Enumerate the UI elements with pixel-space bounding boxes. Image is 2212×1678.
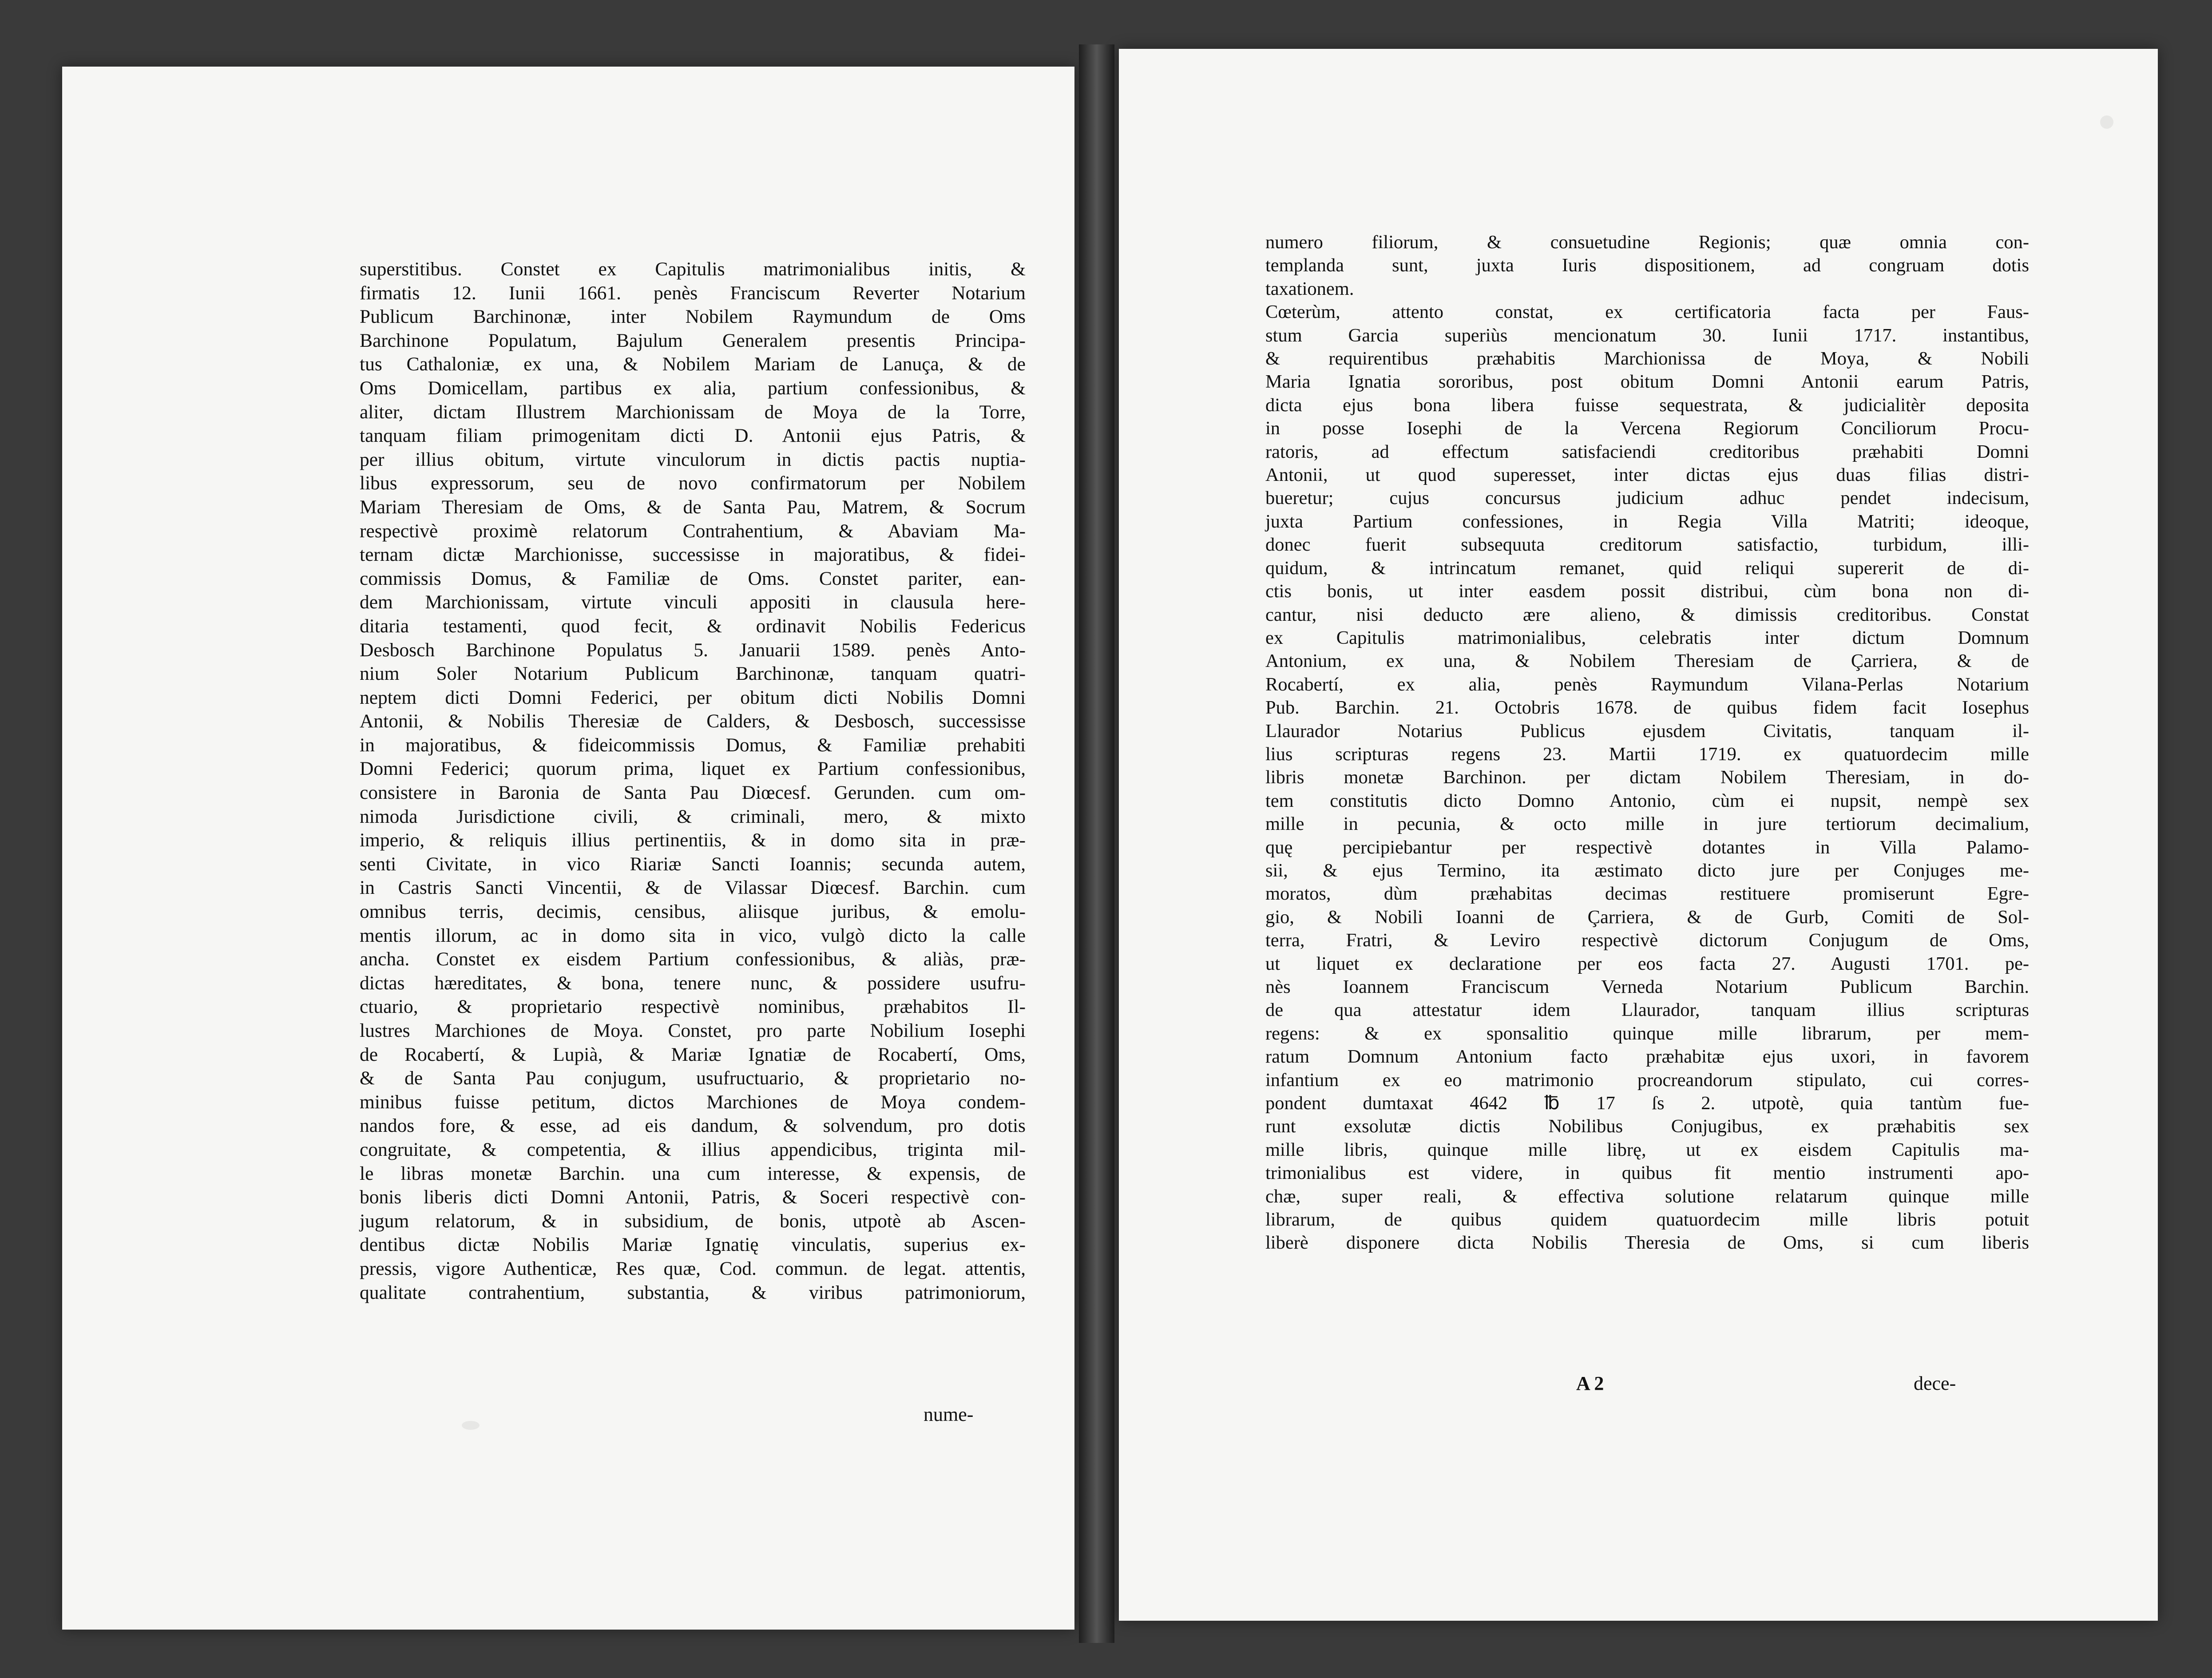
text-line: bonis liberis dicti Domni Antonii, Patris, & Soceri respectivè con- [360, 1186, 1026, 1208]
text-line: regens: & ex sponsalitio quinque mille librarum, per mem- [1265, 1023, 2029, 1044]
text-line: Mariam Theresiam de Oms, & de Santa Pau, Matrem, & Socrum [360, 496, 1026, 518]
text-line: libris monetæ Barchinon. per dictam Nobilem Theresiam, in do- [1265, 767, 2029, 788]
text-line: consistere in Baronia de Santa Pau Diœcesf. Gerunden. cum om- [360, 782, 1026, 804]
signature-mark: A 2 [1576, 1373, 1604, 1394]
text-line: de Rocabertí, & Lupià, & Mariæ Ignatiæ de Rocabertí, Oms, [360, 1043, 1026, 1065]
text-line: terra, Fratri, & Leviro respectivè dictorum Conjugum de Oms, [1265, 930, 2029, 951]
right-page [1119, 49, 2158, 1621]
text-line: mille libris, quinque mille librę, ut ex eisdem Capitulis ma- [1265, 1139, 2029, 1160]
text-line: bueretur; cujus concursus judicium adhuc pendet indecisum, [1265, 488, 2029, 509]
text-line: sii, & ejus Termino, ita æstimato dicto jure per Conjuges me- [1265, 860, 2029, 881]
text-line: le libras monetæ Barchin. una cum interesse, & expensis, de [360, 1162, 1026, 1184]
text-line: ex Capitulis matrimonialibus, celebratis inter dictum Domnum [1265, 627, 2029, 648]
text-line: senti Civitate, in vico Riariæ Sancti Ioannis; secunda autem, [360, 853, 1026, 875]
text-line: & requirentibus præhabitis Marchionissa de Moya, & Nobili [1265, 348, 2029, 369]
text-line: Llaurador Notarius Publicus ejusdem Civitatis, tanquam il- [1265, 720, 2029, 742]
left-page-text [360, 258, 1026, 1305]
text-line: dicta ejus bona libera fuisse sequestrata, & judicialitèr deposita [1265, 394, 2029, 416]
text-line: Barchinone Populatum, Bajulum Generalem presentis Principa- [360, 329, 1026, 351]
left-page [62, 67, 1074, 1630]
text-line: taxationem. [1265, 278, 1354, 299]
text-line: tanquam filiam primogenitam dicti D. Antonii ejus Patris, & [360, 425, 1026, 447]
text-line: quę percipiebantur per respectivè dotantes in Villa Palamo- [1265, 837, 2029, 858]
text-line: ratum Domnum Antonium facto præhabitæ ejus uxori, in favorem [1265, 1046, 2029, 1067]
text-line: ctis bonis, ut inter easdem possit distribui, cùm bona non di- [1265, 581, 2029, 602]
text-line: quidum, & intrincatum remanet, quid reliqui supererit de di- [1265, 557, 2029, 579]
text-line: ditaria testamenti, quod fecit, & ordinavit Nobilis Federicus [360, 615, 1026, 637]
text-line: juxta Partium confessiones, in Regia Villa Matriti; ideoque, [1265, 511, 2029, 532]
text-line: Antonii, ut quod superesset, inter dictas ejus duas filias distri- [1265, 464, 2029, 486]
text-line: nium Soler Notarium Publicum Barchinonæ, tanquam quatri- [360, 663, 1026, 685]
text-line: qualitate contrahentium, substantia, & viribus patrimoniorum, [360, 1281, 1026, 1303]
text-line: ut liquet ex declaratione per eos facta 27. Augusti 1701. pe- [1265, 953, 2029, 974]
text-line: nimoda Jurisdictione civili, & criminali, mero, & mixto [360, 805, 1026, 827]
text-line: templanda sunt, juxta Iuris dispositionem, ad congruam dotis [1265, 255, 2029, 276]
text-line: runt exsolutæ dictis Nobilibus Conjugibus, ex præhabitis sex [1265, 1116, 2029, 1137]
text-line: Maria Ignatia sororibus, post obitum Domni Antonii earum Patris, [1265, 371, 2029, 393]
text-line: liberè disponere dicta Nobilis Theresia de Oms, si cum liberis [1265, 1232, 2029, 1254]
text-line: trimonialibus est videre, in quibus fit mentio instrumenti apo- [1265, 1162, 2029, 1184]
text-line: in majoratibus, & fideicommissis Domus, & Familiæ prehabiti [360, 734, 1026, 756]
text-line: tem constitutis dicto Domno Antonio, cùm ei nupsit, nempè sex [1265, 790, 2029, 811]
text-line: pondent dumtaxat 4642 ℔ 17 ſs 2. utpotè, quia tantùm fue- [1265, 1093, 2029, 1114]
text-line: gio, & Nobili Ioanni de Çarriera, & de Gurb, Comiti de Sol- [1265, 906, 2029, 928]
text-line: lustres Marchiones de Moya. Constet, pro parte Nobilium Iosephi [360, 1020, 1026, 1041]
text-line: neptem dicti Domni Federici, per obitum dicti Nobilis Domni [360, 686, 1026, 708]
text-line: minibus fuisse petitum, dictos Marchiones de Moya condem- [360, 1091, 1026, 1113]
text-line: pressis, vigore Authenticæ, Res quæ, Cod. commun. de legat. attentis, [360, 1258, 1026, 1279]
text-line: chæ, super reali, & effectiva solutione relatarum quinque mille [1265, 1186, 2029, 1207]
text-line: stum Garcia superiùs mencionatum 30. Iunii 1717. instantibus, [1265, 325, 2029, 346]
text-line: imperio, & reliquis illius pertinentiis, & in domo sita in præ- [360, 829, 1026, 851]
page-stain [2100, 115, 2113, 129]
text-line: dem Marchionissam, virtute vinculi appositi in clausula here- [360, 591, 1026, 613]
text-line: dictas hæreditates, & bona, tenere nunc, & possidere usufru- [360, 972, 1026, 994]
text-line: respectivè proximè relatorum Contrahentium, & Abaviam Ma- [360, 520, 1026, 542]
text-line: nandos fore, & esse, ad eis dandum, & solvendum, pro dotis [360, 1115, 1026, 1137]
book-gutter [1079, 44, 1114, 1643]
text-line: Desbosch Barchinone Populatus 5. Januarii 1589. penès Anto- [360, 639, 1026, 661]
text-line: tus Cathaloniæ, ex una, & Nobilem Mariam de Lanuça, & de [360, 353, 1026, 375]
text-line: de qua attestatur idem Llaurador, tanquam illius scripturas [1265, 1000, 2029, 1021]
text-line: Antonium, ex una, & Nobilem Theresiam de Çarriera, & de [1265, 651, 2029, 672]
left-catchword: nume- [924, 1404, 974, 1425]
text-line: firmatis 12. Iunii 1661. penès Franciscum Reverter Notarium [360, 282, 1026, 304]
text-line: superstitibus. Constet ex Capitulis matrimonialibus initis, & [360, 258, 1026, 280]
text-line: Rocabertí, ex alia, penès Raymundum Vilana-Perlas Notarium [1265, 674, 2029, 695]
text-line: Cœterùm, attento constat, ex certificatoria facta per Faus- [1265, 301, 2029, 323]
text-line: librarum, de quibus quidem quatuordecim mille libris potuit [1265, 1209, 2029, 1230]
text-line: mentis illorum, ac in domo sita in vico, vulgò dicto la calle [360, 924, 1026, 946]
text-line: & de Santa Pau conjugum, usufructuario, & proprietario no- [360, 1067, 1026, 1089]
text-line: ancha. Constet ex eisdem Partium confessionibus, & aliàs, præ- [360, 948, 1026, 970]
text-line: ratoris, ad effectum satisfaciendi creditoribus præhabiti Domni [1265, 441, 2029, 462]
text-line: mille in pecunia, & octo mille in jure tertiorum decimalium, [1265, 813, 2029, 835]
text-line: congruitate, & competentia, & illius appendicibus, triginta mil- [360, 1139, 1026, 1160]
page-stain [462, 1421, 480, 1430]
text-line: dentibus dictæ Nobilis Mariæ Ignatię vinculatis, superius ex- [360, 1234, 1026, 1256]
text-line: commissis Domus, & Familiæ de Oms. Constet pariter, ean- [360, 567, 1026, 589]
text-line: donec fuerit subsequuta creditorum satisfactio, turbidum, illi- [1265, 534, 2029, 555]
text-line: Publicum Barchinonæ, inter Nobilem Raymundum de Oms [360, 306, 1026, 328]
right-catchword: dece- [1914, 1373, 1956, 1394]
text-line: aliter, dictam Illustrem Marchionissam de Moya de la Torre, [360, 401, 1026, 423]
text-line: omnibus terris, decimis, censibus, aliisque juribus, & emolu- [360, 901, 1026, 923]
text-line: cantur, nisi deducto ære alieno, & dimissis creditoribus. Constat [1265, 604, 2029, 625]
text-line: ternam dictæ Marchionisse, successisse in majoratibus, & fidei- [360, 544, 1026, 566]
text-line: moratos, dùm præhabitas decimas restituere promiserunt Egre- [1265, 883, 2029, 904]
text-line: Oms Domicellam, partibus ex alia, partium confessionibus, & [360, 377, 1026, 399]
text-line: nès Ioannem Franciscum Verneda Notarium Publicum Barchin. [1265, 976, 2029, 997]
text-line: lius scripturas regens 23. Martii 1719. ex quatuordecim mille [1265, 743, 2029, 765]
text-line: Antonii, & Nobilis Theresiæ de Calders, & Desbosch, successisse [360, 710, 1026, 732]
right-page-text [1265, 231, 2029, 1255]
text-line: Domni Federici; quorum prima, liquet ex Partium confessionibus, [360, 758, 1026, 780]
text-line: in posse Iosephi de la Vercena Regiorum Conciliorum Procu- [1265, 418, 2029, 439]
text-line: per illius obitum, virtute vinculorum in dictis pactis nuptia- [360, 448, 1026, 470]
text-line: jugum relatorum, & in subsidium, de bonis, utpotè ab Ascen- [360, 1210, 1026, 1232]
text-line: libus expressorum, seu de novo confirmatorum per Nobilem [360, 472, 1026, 494]
text-line: infantium ex eo matrimonio procreandorum stipulato, cui corres- [1265, 1069, 2029, 1091]
text-line: Pub. Barchin. 21. Octobris 1678. de quibus fidem facit Iosephus [1265, 697, 2029, 718]
text-line: ctuario, & proprietario respectivè nominibus, præhabitos Il- [360, 996, 1026, 1018]
text-line: in Castris Sancti Vincentii, & de Vilassar Diœcesf. Barchin. cum [360, 877, 1026, 899]
text-line: numero filiorum, & consuetudine Regionis; quæ omnia con- [1265, 232, 2029, 253]
